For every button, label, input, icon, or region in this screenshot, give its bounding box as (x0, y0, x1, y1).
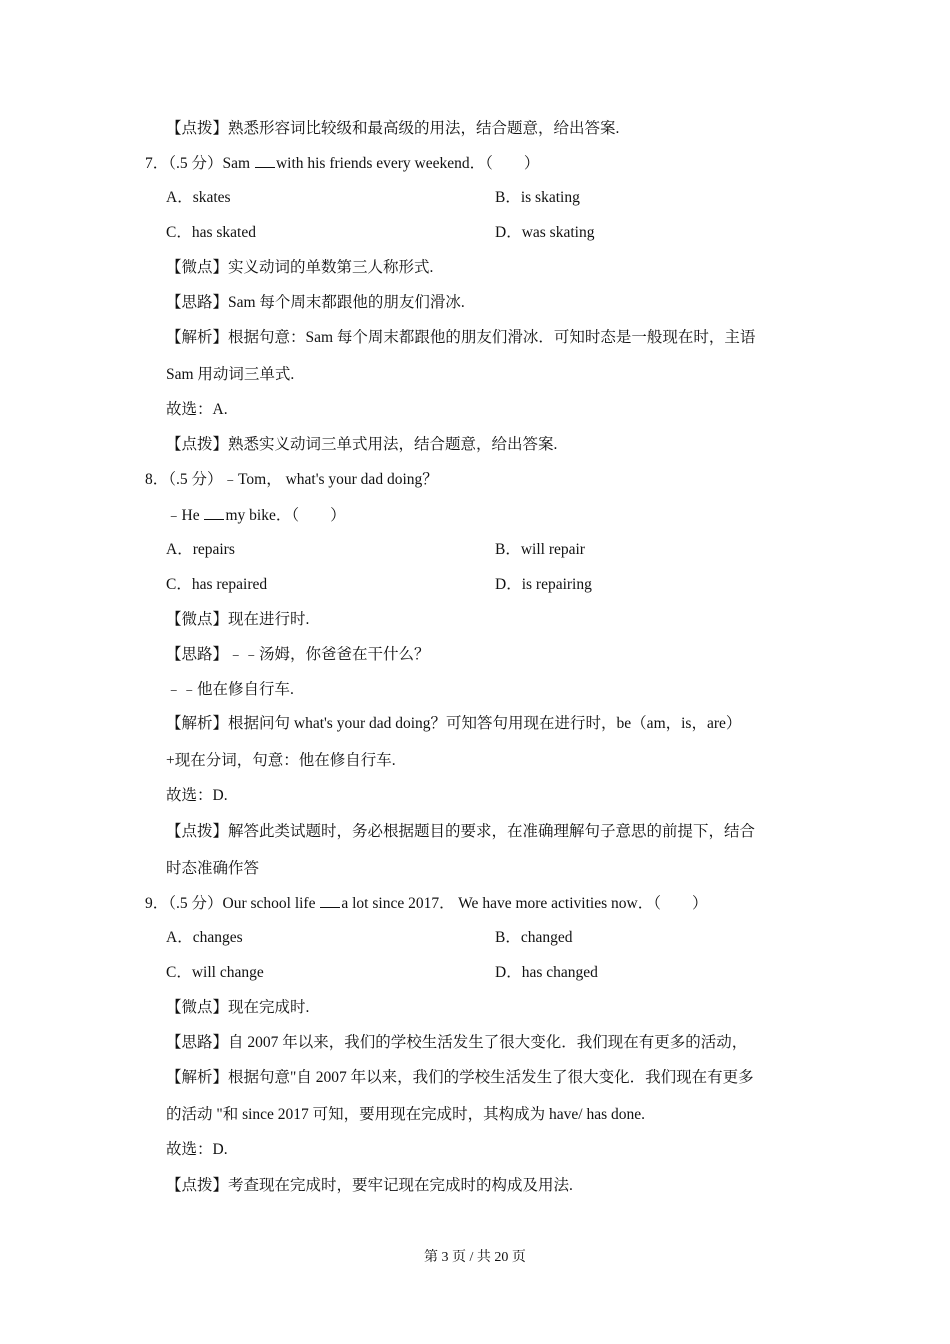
option-a: A．repairs (166, 541, 235, 558)
approach: 【思路】Sam 每个周末都跟他的朋友们滑冰. (166, 294, 465, 311)
blank-underline (320, 893, 340, 908)
analysis-cont: Sam 用动词三单式. (166, 366, 295, 383)
key-point: 【微点】现在完成时. (166, 999, 310, 1016)
key-point: 【微点】现在进行时. (166, 611, 310, 628)
option-c: C．has skated (166, 224, 256, 241)
stem-text: ﹣He (166, 507, 204, 524)
analysis: 【解析】根据句意：Sam 每个周末都跟他的朋友们滑冰．可知时态是一般现在时，主语 (166, 329, 756, 346)
tip-text: 【点拨】熟悉形容词比较级和最高级的用法，结合题意，给出答案. (166, 120, 620, 137)
blank-underline (204, 505, 224, 520)
option-b: B．is skating (495, 189, 580, 206)
key-point: 【微点】实义动词的单数第三人称形式. (166, 259, 434, 276)
approach-cont: ﹣﹣他在修自行车. (166, 681, 294, 698)
stem-text: my bike．（ ） (225, 507, 346, 524)
approach: 【思路】﹣﹣汤姆，你爸爸在干什么？ (166, 646, 430, 663)
stem-text: 7．（.5 分）Sam (145, 155, 254, 172)
tip-text-cont: 时态准确作答 (166, 860, 260, 877)
page-number: 第 3 页 / 共 20 页 (424, 1250, 526, 1265)
approach: 【思路】自 2007 年以来，我们的学校生活发生了很大变化．我们现在有更多的活动， (166, 1034, 748, 1051)
option-d: D．is repairing (495, 576, 592, 593)
blank-underline (255, 153, 275, 168)
tip-text: 【点拨】考查现在完成时，要牢记现在完成时的构成及用法. (166, 1177, 573, 1194)
analysis: 【解析】根据问句 what's your dad doing？可知答句用现在进行时，be（am，is，are） (166, 715, 742, 732)
option-a: A．changes (166, 929, 243, 946)
stem-text: with his friends every weekend．（ ） (275, 155, 540, 172)
answer: 故选：D. (166, 787, 228, 804)
stem-text: 9．（.5 分）Our school life (145, 895, 320, 912)
tip-text: 【点拨】解答此类试题时，务必根据题目的要求，在准确理解句子意思的前提下，结合 (166, 823, 756, 840)
tip-text: 【点拨】熟悉实义动词三单式用法，结合题意，给出答案. (166, 436, 558, 453)
question-8-stem: 8．（.5 分）﹣Tom， what's your dad doing？ (145, 471, 438, 488)
question-9-stem (145, 893, 707, 914)
option-c: C．has repaired (166, 576, 268, 593)
option-b: B．changed (495, 929, 573, 946)
stem-text: a lot since 2017． We have more activities now．（ ） (341, 895, 708, 912)
analysis-cont: 的活动 "和 since 2017 可知，要用现在完成时，其构成为 have/ has done. (166, 1106, 646, 1123)
option-d: D．has changed (495, 964, 598, 981)
question-7-stem (145, 153, 539, 174)
analysis-cont: +现在分词，句意：他在修自行车. (166, 752, 396, 769)
answer: 故选：A. (166, 401, 228, 418)
answer: 故选：D. (166, 1141, 228, 1158)
analysis: 【解析】根据句意"自 2007 年以来，我们的学校生活发生了很大变化．我们现在有更多 (166, 1069, 754, 1086)
question-8-reply (166, 505, 346, 526)
option-c: C．will change (166, 964, 264, 981)
option-a: A．skates (166, 189, 231, 206)
option-b: B．will repair (495, 541, 585, 558)
option-d: D．was skating (495, 224, 595, 241)
